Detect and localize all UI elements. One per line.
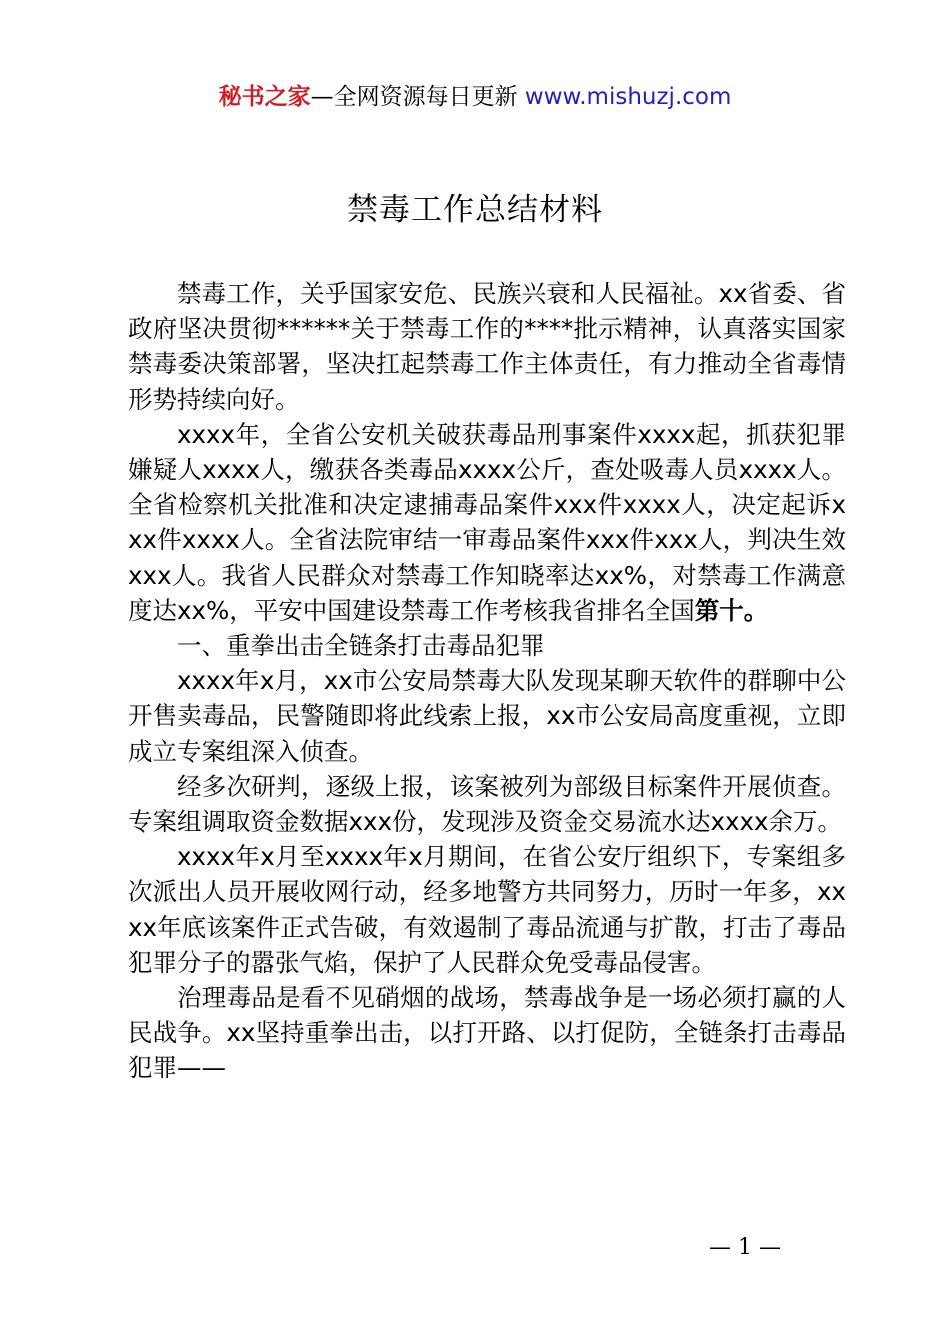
paragraph-conclusion: 治理毒品是看不见硝烟的战场，禁毒战争是一场必须打赢的人民战争。xx坚持重拳出击，以打开路、以打促防，全链条打击毒品犯罪—— [128, 983, 846, 1083]
document-body [128, 276, 846, 1086]
paragraph-intro: 禁毒工作，关乎国家安危、民族兴衰和人民福祉。xx省委、省政府坚决贯彻******关于禁毒工作的****批示精神，认真落实国家禁毒委决策部署，坚决扛起禁毒工作主体责任，有力推动全省毒情形势持续向好。 [128, 279, 846, 414]
paragraph-case-investigation: 经多次研判，逐级上报，该案被列为部级目标案件开展侦查。专案组调取资金数据xxx份，发现涉及资金交易流水达xxxx余万。 [128, 771, 846, 837]
paragraph-case-closure: xxxx年x月至xxxx年x月期间，在省公安厅组织下，专案组多次派出人员开展收网行动，经多地警方共同努力，历时一年多，xxxx年底该案件正式告破，有效遏制了毒品流通与扩散，打击了毒品犯罪分子的嚣张气焰，保护了人民群众免受毒品侵害。 [128, 842, 846, 977]
ranking-bold-text: 第十。 [694, 595, 769, 625]
section-heading-1: 一、重拳出击全链条打击毒品犯罪 [177, 631, 545, 661]
statistics-text: xxxx年，全省公安机关破获毒品刑事案件xxxx起，抓获犯罪嫌疑人xxxx人，缴获各类毒品xxxx公斤，查处吸毒人员xxxx人。全省检察机关批准和决定逮捕毒品案件xxx件xxxx人，决定起诉xxx件xxxx人。全省法院审结一审毒品案件xxx件xxx人，判决生效xxx人。我省人民群众对禁毒工作知晓率达xx%，对禁毒工作满意度达xx%，平安中国建设禁毒工作考核我省排名全国 [128, 419, 846, 625]
banner-tagline: —全网资源每日更新 [310, 84, 518, 110]
paragraph-case-discovery: xxxx年x月，xx市公安局禁毒大队发现某聊天软件的群聊中公开售卖毒品，民警随即将此线索上报，xx市公安局高度重视，立即成立专案组深入侦查。 [128, 666, 846, 766]
paragraph-statistics [128, 417, 846, 628]
site-banner [0, 82, 950, 112]
page-number: — 1 — [709, 1235, 781, 1260]
document-title: 禁毒工作总结材料 [347, 192, 603, 228]
brand-name[interactable]: 秘书之家 [218, 84, 311, 110]
site-url-link[interactable]: www.mishuzj.com [524, 84, 732, 110]
